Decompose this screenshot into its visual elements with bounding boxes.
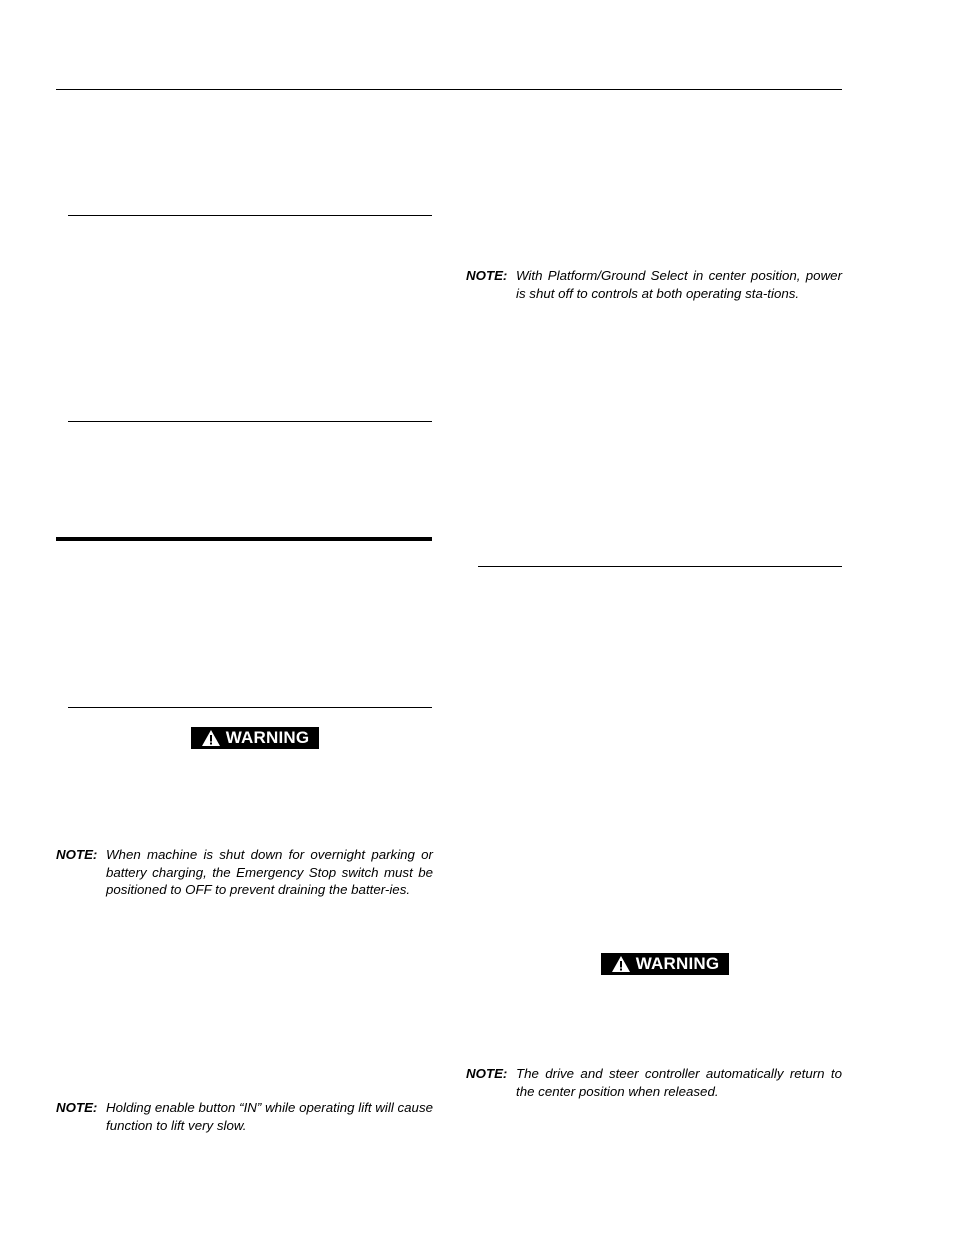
note-label: NOTE:	[56, 847, 98, 862]
note-label: NOTE:	[466, 1066, 508, 1081]
note-drive-steer-controller	[466, 1065, 842, 1100]
note-platform-ground-select	[466, 267, 842, 302]
note-text: With Platform/Ground Select in center position, power is shut off to controls at both operating sta-tions.	[516, 268, 842, 301]
note-text: When machine is shut down for overnight parking or battery charging, the Emergency Stop switch must be positioned to OFF to prevent draining the batter-ies.	[106, 847, 433, 898]
note-text: Holding enable button “IN” while operating lift will cause function to lift very slow.	[106, 1100, 433, 1133]
section-rule-right-1	[478, 566, 842, 567]
warning-badge-right	[601, 953, 729, 975]
warning-badge-left	[191, 727, 319, 749]
warning-label: WARNING	[635, 954, 720, 973]
note-enable-button	[56, 1099, 433, 1134]
note-label: NOTE:	[56, 1100, 98, 1115]
note-emergency-stop	[56, 846, 433, 899]
note-label: NOTE:	[466, 268, 508, 283]
warning-triangle-icon	[201, 729, 221, 747]
section-rule-left-2	[68, 421, 432, 422]
section-rule-left-3	[68, 707, 432, 708]
header-rule	[56, 89, 842, 90]
section-rule-left-1	[68, 215, 432, 216]
chapter-rule-left	[56, 537, 432, 541]
warning-triangle-icon	[611, 955, 631, 973]
warning-label: WARNING	[225, 728, 310, 747]
note-text: The drive and steer controller automatically return to the center position when released.	[516, 1066, 842, 1099]
